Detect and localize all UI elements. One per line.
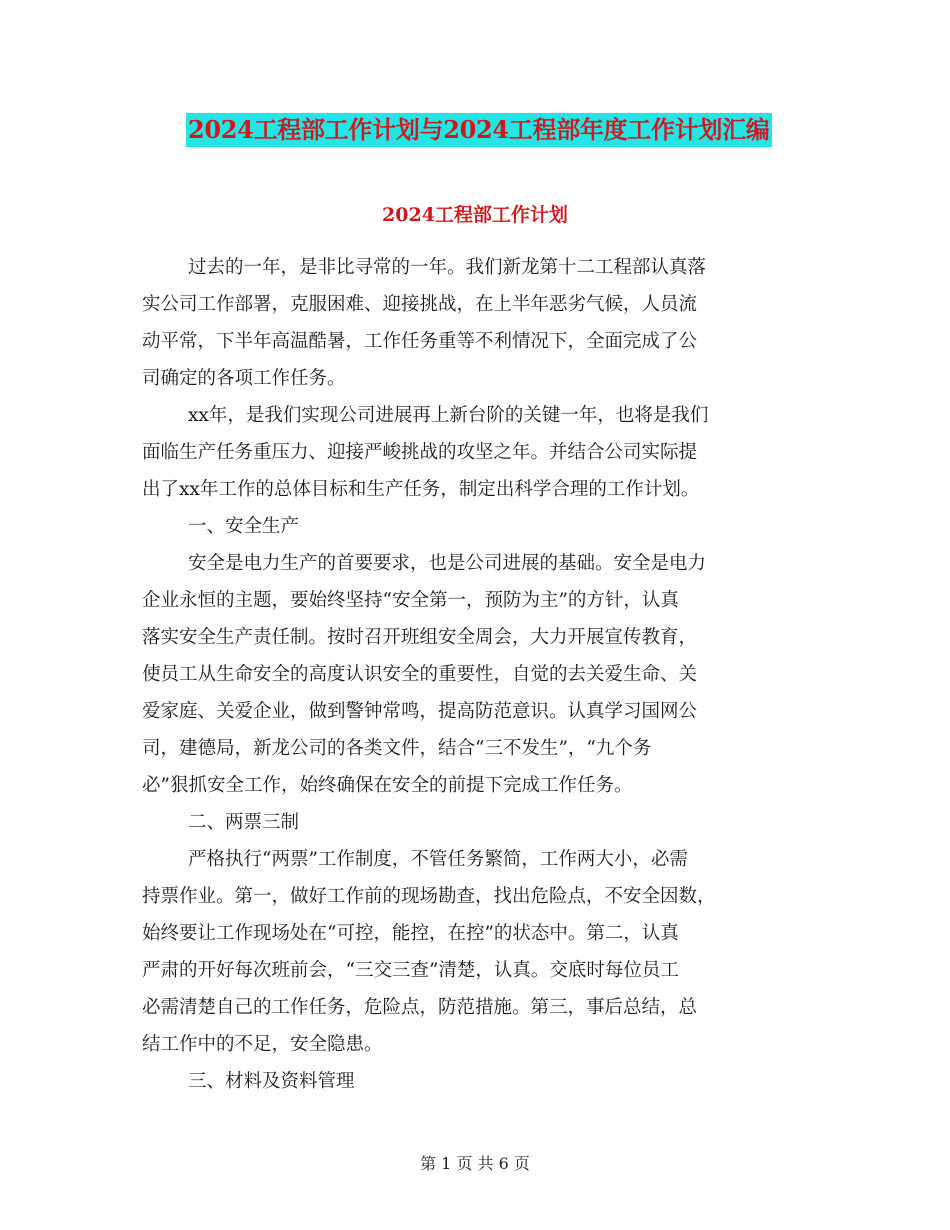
text-line: 司，建德局，新龙公司的各类文件，结合“三不发生”，“九个务 <box>142 738 652 759</box>
page-footer: 第 1 页 共 6 页 <box>420 1154 530 1173</box>
text-line: 必”狠抓安全工作，始终确保在安全的前提下完成工作任务。 <box>142 775 633 796</box>
text-line: 企业永恒的主题，要始终坚持“安全第一，预防为主”的方针，认真 <box>142 590 679 611</box>
text-line: 持票作业。第一，做好工作前的现场勘查，找出危险点，不安全因数， <box>142 886 716 907</box>
text-line: 爱家庭、关爱企业，做到警钟常鸣，提高防范意识。认真学习国网公 <box>142 701 698 722</box>
text-line: 动平常，下半年高温酷暑，工作任务重等不利情况下，全面完成了公 <box>142 331 698 352</box>
text-line: 三、材料及资料管理 <box>188 1071 355 1092</box>
text-line: 过去的一年，是非比寻常的一年。我们新龙第十二工程部认真落 <box>188 257 707 278</box>
text-line: 面临生产任务重压力、迎接严峻挑战的攻坚之年。并结合公司实际提 <box>142 442 698 463</box>
text-line: 使员工从生命安全的高度认识安全的重要性，自觉的去关爱生命、关 <box>142 664 698 685</box>
text-line: 严肃的开好每次班前会，“三交三查”清楚，认真。交底时每位员工 <box>142 960 679 981</box>
text-line: 安全是电力生产的首要要求，也是公司进展的基础。安全是电力 <box>188 553 707 574</box>
text-line: 司确定的各项工作任务。 <box>142 368 346 389</box>
text-line: 落实安全生产责任制。按时召开班组安全周会，大力开展宣传教育， <box>142 627 698 648</box>
text-line: 实公司工作部署，克服困难、迎接挑战，在上半年恶劣气候，人员流 <box>142 294 698 315</box>
text-line: 一、安全生产 <box>188 516 300 537</box>
text-line: 二、两票三制 <box>188 812 300 833</box>
document-title: 2024工程部工作计划与2024工程部年度工作计划汇编 <box>186 113 772 147</box>
text-line: 严格执行“两票”工作制度，不管任务繁简，工作两大小，必需 <box>188 849 688 870</box>
text-line: xx年，是我们实现公司进展再上新台阶的关键一年，也将是我们 <box>188 405 709 426</box>
document-body <box>142 249 802 1100</box>
text-line: 出了xx年工作的总体目标和生产任务，制定出科学合理的工作计划。 <box>142 479 700 500</box>
text-line: 始终要让工作现场处在“可控，能控，在控”的状态中。第二，认真 <box>142 923 679 944</box>
section-title: 2024工程部工作计划 <box>382 204 568 226</box>
text-line: 必需清楚自己的工作任务，危险点，防范措施。第三，事后总结，总 <box>142 997 698 1018</box>
text-line: 结工作中的不足，安全隐患。 <box>142 1034 383 1055</box>
